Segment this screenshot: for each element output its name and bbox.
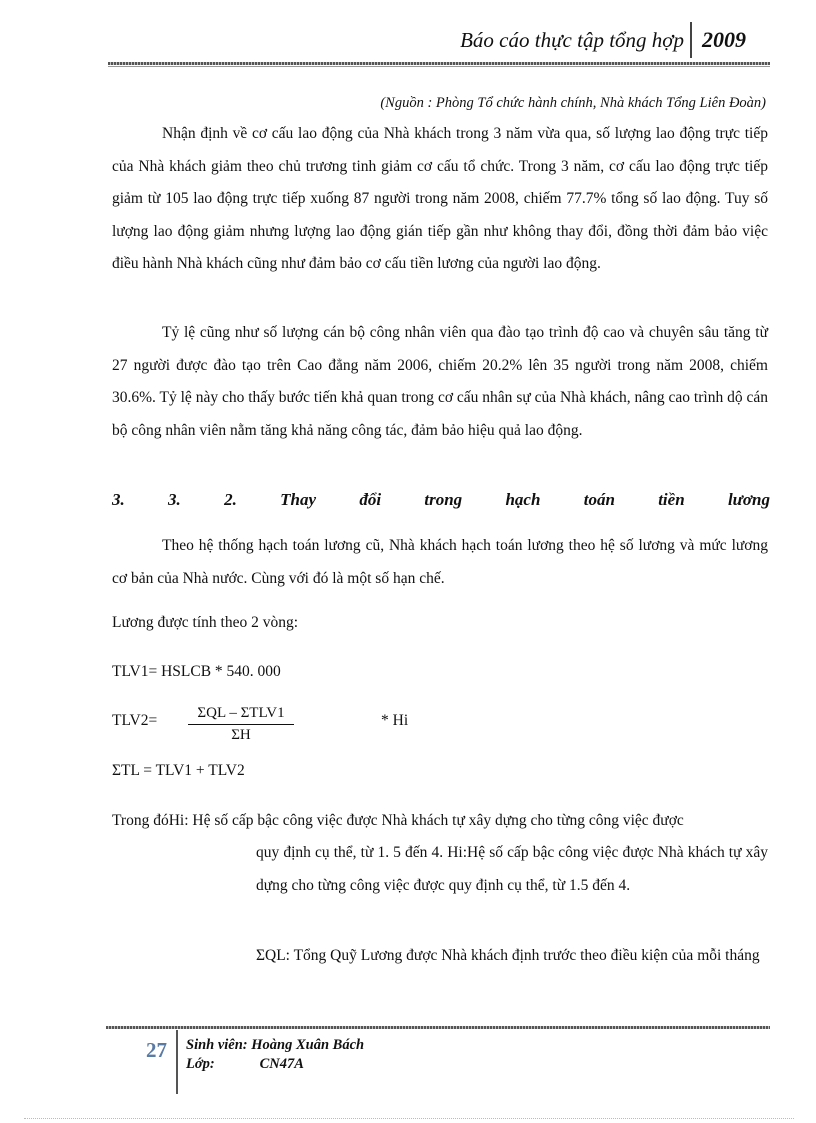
paragraph-text: Theo hệ thống hạch toán lương cũ, Nhà khách hạch toán lương theo hệ số lương và mức lương cơ bản của Nhà nước. Cùng với đó là một số hạn chế. [112,537,768,587]
heading-word: 2. [224,490,237,509]
heading-word: đổi [359,490,382,509]
formula-total: ΣTL = TLV1 + TLV2 [112,762,245,779]
paragraph-text: Nhận định về cơ cấu lao động của Nhà khách trong 3 năm vừa qua, số lượng lao động trực tiếp của Nhà khách giảm theo chủ trương tinh giảm cơ cấu tổ chức. Trong 3 năm, cơ cấu lao động trực tiếp giảm từ 105 lao động trực tiếp xuống 87 người trong năm 2008, chiếm 77.7% tổng số lao động. Tuy số lượng lao động giảm nhưng lượng lao động gián tiếp gần như không thay đổi, đồng thời đảm bảo việc điều hành Nhà khách cũng như đảm bảo cơ cấu tiền lương của người lao động. [112,125,768,272]
class-name: CN47A [259,1056,304,1072]
section-intro [112,530,768,595]
heading-word: lương [727,490,770,509]
header-rule [108,62,770,65]
heading-word: hạch [505,490,541,509]
where-continuation: quy định cụ thể, từ 1. 5 đến 4. Hi:Hệ số cấp bậc công việc được Nhà khách tự xây dựng cho từng công việc được quy định cụ thể, từ 1.5 đến 4. [256,844,768,894]
formula-tlv2-fraction [188,705,294,744]
body-paragraph-2 [112,317,768,447]
student-label: Sinh viên: [186,1037,248,1053]
page-bottom-border [24,1118,794,1119]
formula-tlv1: TLV1= HSLCB * 540. 000 [112,663,281,680]
fraction-numerator: ΣQL – ΣTLV1 [188,705,294,725]
heading-word: 3. [112,490,125,509]
sigma-ql-definition: ΣQL: Tổng Quỹ Lương được Nhà khách định trước theo điều kiện của mỗi tháng [256,947,760,964]
footer-divider [176,1030,178,1094]
class-label: Lớp: [186,1056,215,1072]
fraction-denominator: ΣH [231,727,251,743]
heading-word: 3. [168,490,181,509]
section-heading [112,490,770,510]
formula-tlv2-lhs: TLV2= [112,712,158,729]
footer-student-info [186,1036,364,1074]
where-line: Trong đóHi: Hệ số cấp bậc công việc được Nhà khách tự xây dựng cho từng công việc được [112,812,684,829]
source-note: (Nguồn : Phòng Tổ chức hành chính, Nhà khách Tổng Liên Đoàn) [380,95,766,111]
paragraph-text: Tỷ lệ cũng như số lượng cán bộ công nhân viên qua đào tạo trình độ cao và chuyên sâu tăng từ 27 người được đào tạo trên Cao đẳng năm 2006, chiếm 20.2% lên 35 người trong năm 2008, chiếm 30.6%. Tỷ lệ này cho thấy bước tiến khả quan trong cơ cấu nhân sự của Nhà khách, nâng cao trình dộ cán bộ công nhân viên nằm tăng khả năng công tác, đảm bảo hiệu quả lao động. [112,324,768,439]
page-number: 27 [146,1038,167,1062]
formula-tlv2-rhs: * Hi [381,712,409,729]
header-divider [690,22,692,58]
rounds-line: Lương được tính theo 2 vòng: [112,614,299,631]
report-year: 2009 [702,27,746,52]
heading-word: trong [424,490,463,509]
heading-word: toán [583,490,615,509]
footer-rule [106,1026,770,1029]
heading-word: tiền [658,490,685,509]
class-row [186,1055,364,1074]
header-rule-thin [108,66,770,67]
student-row [186,1036,364,1055]
heading-word: Thay [280,490,317,509]
student-name: Hoàng Xuân Bách [251,1037,365,1053]
body-paragraph-1 [112,118,768,281]
report-title: Báo cáo thực tập tổng hợp [460,28,684,52]
